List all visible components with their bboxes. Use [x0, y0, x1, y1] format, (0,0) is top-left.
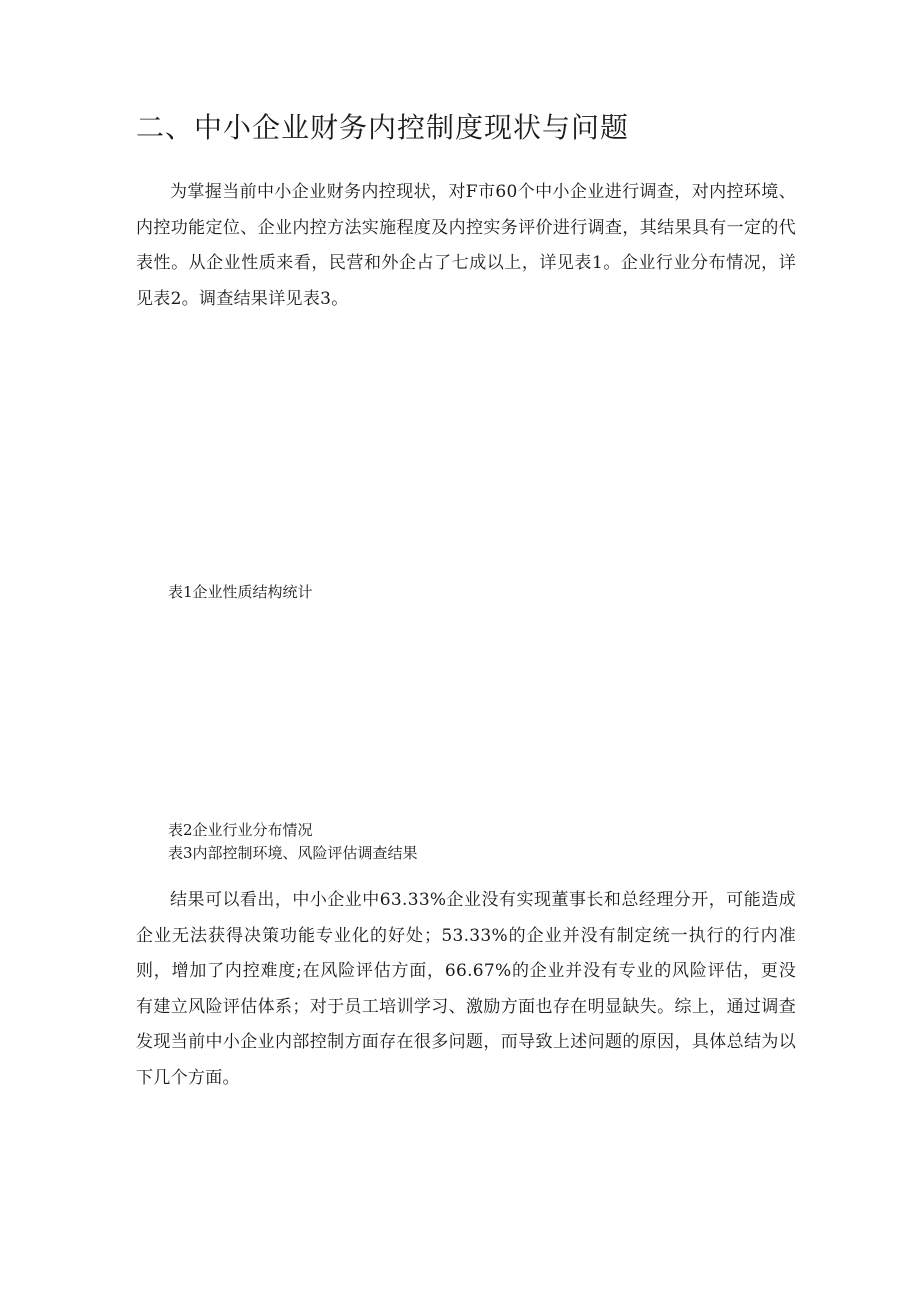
table-2-placeholder	[136, 612, 796, 807]
table-1-caption: 表1企业性质结构统计	[168, 583, 313, 601]
results-paragraph: 结果可以看出，中小企业中63.33%企业没有实现董事长和总经理分开，可能造成企业无法获得决策功能专业化的好处；53.33%的企业并没有制定统一执行的行内准则，增加了内控难度;在风险评估方面，66.67%的企业并没有专业的风险评估，更没有建立风险评估体系；对于员工培训学习、激励方面也存在明显缺失。综上，通过调查发现当前中小企业内部控制方面存在很多问题，而导致上述问题的原因，具体总结为以下几个方面。	[136, 890, 796, 1088]
table-2-caption: 表2企业行业分布情况	[168, 821, 313, 839]
intro-paragraph: 为掌握当前中小企业财务内控现状，对F市60个中小企业进行调查，对内控环境、内控功能定位、企业内控方法实施程度及内控实务评价进行调查，其结果具有一定的代表性。从企业性质来看，民营和外企占了七成以上，详见表1。企业行业分布情况，详见表2。调查结果详见表3。	[136, 182, 796, 309]
table-1-placeholder	[136, 335, 796, 570]
table-3-caption: 表3内部控制环境、风险评估调查结果	[168, 844, 418, 862]
section-heading: 二、中小企业财务内控制度现状与问题	[136, 111, 630, 144]
